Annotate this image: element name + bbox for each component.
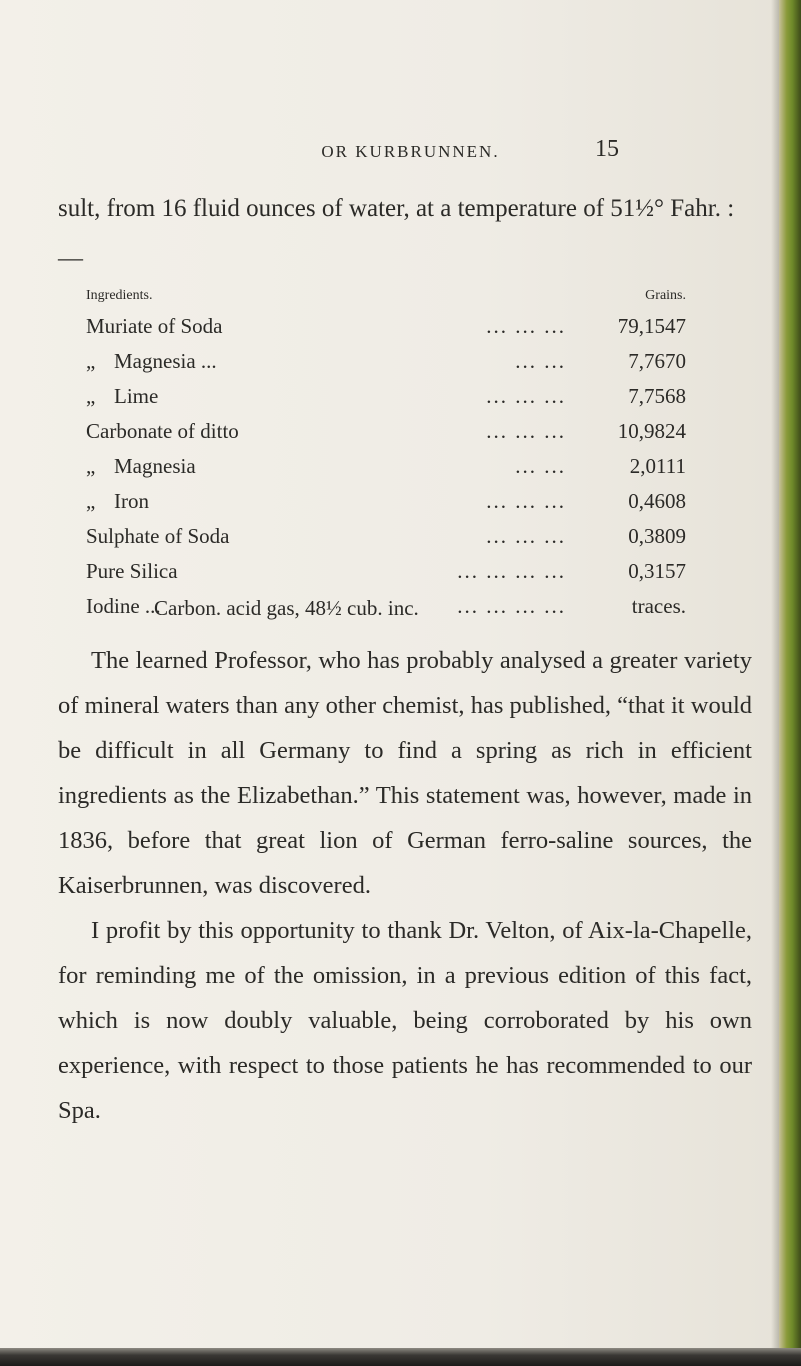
page-number: 15 [595,136,619,162]
ingredient-name [86,554,239,589]
column-header-grains: Grains. [645,288,686,303]
ingredients-table [86,283,686,624]
ditto-mark: „ [86,384,96,408]
table-row [86,449,686,484]
ditto-mark: „ [86,349,96,373]
page-bottom-edge [0,1348,801,1366]
table-row [86,519,686,554]
ingredient-label: Sulphate of Soda [86,524,230,548]
grains-value: 7,7568 [628,384,686,408]
leader-dots: ... ... ... ... [457,559,566,583]
ingredients-table-body [86,309,686,624]
grains-value: traces. [631,594,686,618]
paragraph-1: The learned Professor, who has probably analysed a greater variety of mineral waters than any other chemist, has published, “that it would be difficult in all Germany to find a spring as rich in efficient ingredients as the Elizabethan.” This statement was, however, made in 1836, before that great lion of German ferro-saline sources, the Kaiserbrunnen, was discovered. [58,647,752,899]
grains-value: 0,4608 [628,489,686,513]
intro-paragraph [58,184,748,284]
grains-value: 0,3809 [628,524,686,548]
ingredient-name [86,344,239,379]
leader-dots: ... ... ... [486,489,566,513]
ingredient-label: Pure Silica [86,559,178,583]
ingredient-label: Magnesia [114,454,196,478]
running-header [0,136,801,162]
ditto-mark: „ [86,454,96,478]
leader-dots: ... ... ... [486,314,566,338]
ingredient-name [86,519,239,554]
grains-value: 79,1547 [617,314,686,338]
page-gutter-shadow [771,0,779,1366]
leader-dots: ... ... ... [486,524,566,548]
ingredient-name [86,449,239,484]
leader-dots: ... ... ... ... [457,594,566,618]
leader-dots: ... ... ... [486,419,566,443]
ditto-mark: „ [86,489,96,513]
table-row [86,554,686,589]
ingredient-label: Carbonate of ditto [86,419,239,443]
ingredient-label: Magnesia ... [114,349,217,373]
ingredient-name [86,309,239,344]
ingredient-name [86,484,239,519]
ingredient-name [86,379,239,414]
ingredient-name [86,414,239,449]
grains-value: 0,3157 [628,559,686,583]
table-row [86,414,686,449]
leader-dots: ... ... [515,454,566,478]
column-header-ingredients: Ingredients. [86,288,153,303]
table-row [86,484,686,519]
ingredient-label: Muriate of Soda [86,314,223,338]
leader-dots: ... ... ... [486,384,566,408]
leader-dots: ... ... [515,349,566,373]
grains-value: 2,0111 [629,454,686,478]
table-row [86,344,686,379]
body-text [58,638,752,1133]
intro-text: sult, from 16 fluid ounces of water, at a temperature of 51½° Fahr. :— [58,195,735,272]
ingredient-label: Iron [114,489,149,513]
table-row [86,309,686,344]
grains-value: 10,9824 [617,419,686,443]
ingredient-label: Iodine ... [86,594,161,618]
table-row [86,379,686,414]
grains-value: 7,7670 [628,349,686,373]
paragraph-2: I profit by this opportunity to thank Dr. Velton, of Aix-la-Chapelle, for reminding me of the omission, in a previous edition of this fact, which is now doubly valuable, being corroborated by his own experience, with respect to those patients he has recommended to our Spa. [58,917,752,1124]
book-spine-edge [779,0,801,1366]
table-header-row [86,283,686,309]
running-title: OR KURBRUNNEN. [321,142,500,161]
carbon-acid-note: Carbon. acid gas, 48½ cub. inc. [154,596,419,620]
ingredient-label: Lime [114,384,159,408]
